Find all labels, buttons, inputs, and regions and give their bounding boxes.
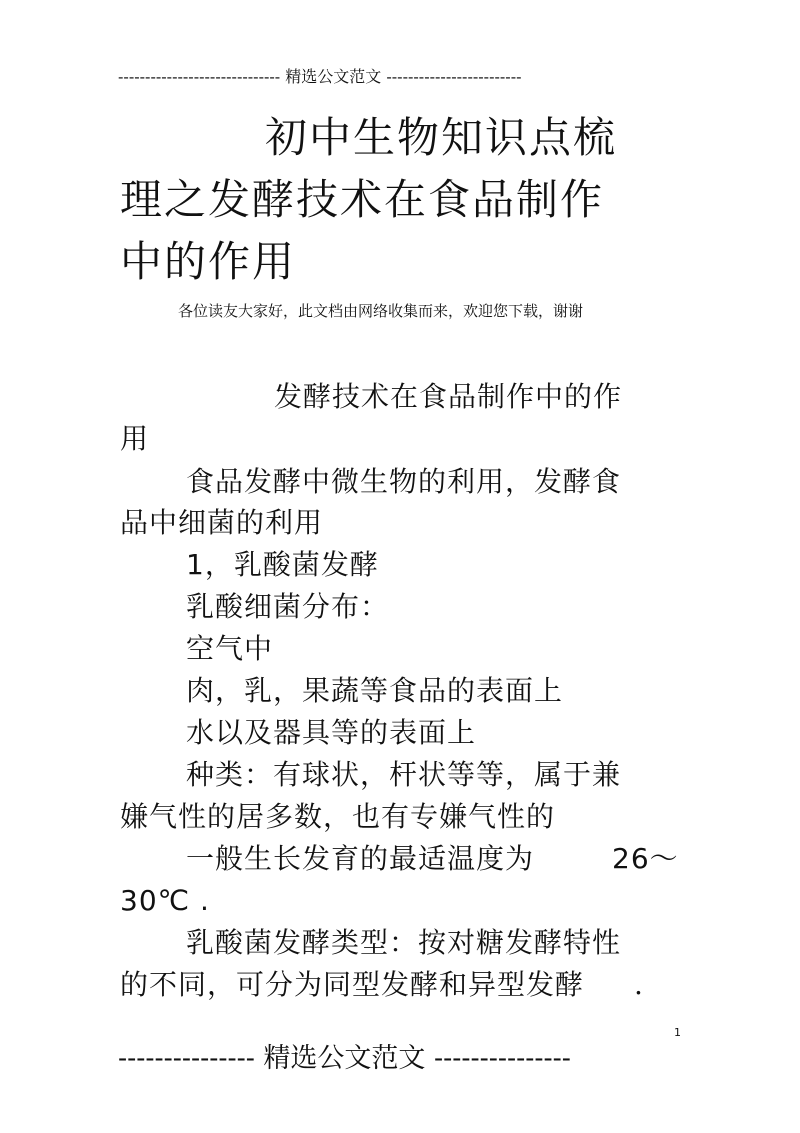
title-line-1: 初中生物知识点梳 xyxy=(265,113,618,162)
paragraph-3: 乳酸细菌分布： xyxy=(186,590,390,623)
page-header: ------------------------------ 精选公文范文 ------------------------- xyxy=(118,67,522,86)
section-heading-line-2: 用 xyxy=(120,422,150,455)
page-number: 1 xyxy=(674,1026,681,1039)
paragraph-9-line-1: 乳酸菌发酵类型：按对糖发酵特性 xyxy=(186,926,622,959)
paragraph-8-line-2: 30℃ . xyxy=(120,884,210,917)
paragraph-1-line-2: 品中细菌的利用 xyxy=(120,506,324,539)
title-line-2: 理之发酵技术在食品制作 xyxy=(120,175,605,224)
paragraph-7-line-1: 种类：有球状，杆状等等，属于兼 xyxy=(186,758,622,791)
paragraph-9-line-2-tail: . xyxy=(634,968,644,1001)
paragraph-1-line-1: 食品发酵中微生物的利用，发酵食 xyxy=(186,465,622,498)
section-heading-line-1: 发酵技术在食品制作中的作 xyxy=(274,380,623,413)
paragraph-5: 肉，乳，果蔬等食品的表面上 xyxy=(186,674,564,707)
paragraph-4: 空气中 xyxy=(186,632,274,665)
paragraph-7-line-2: 嫌气性的居多数，也有专嫌气性的 xyxy=(120,800,556,833)
paragraph-8-line-1: 一般生长发育的最适温度为 xyxy=(186,842,535,875)
paragraph-8-line-1-tail: 26～ xyxy=(612,842,679,875)
paragraph-6: 水以及器具等的表面上 xyxy=(186,716,477,749)
subtitle: 各位读友大家好，此文档由网络收集而来，欢迎您下载，谢谢 xyxy=(178,302,584,320)
title-line-3: 中的作用 xyxy=(120,237,297,286)
paragraph-9-line-2: 的不同，可分为同型发酵和异型发酵 xyxy=(120,968,585,1001)
paragraph-2: 1，乳酸菌发酵 xyxy=(186,548,379,581)
page-footer: --------------- 精选公文范文 --------------- xyxy=(118,1043,571,1074)
